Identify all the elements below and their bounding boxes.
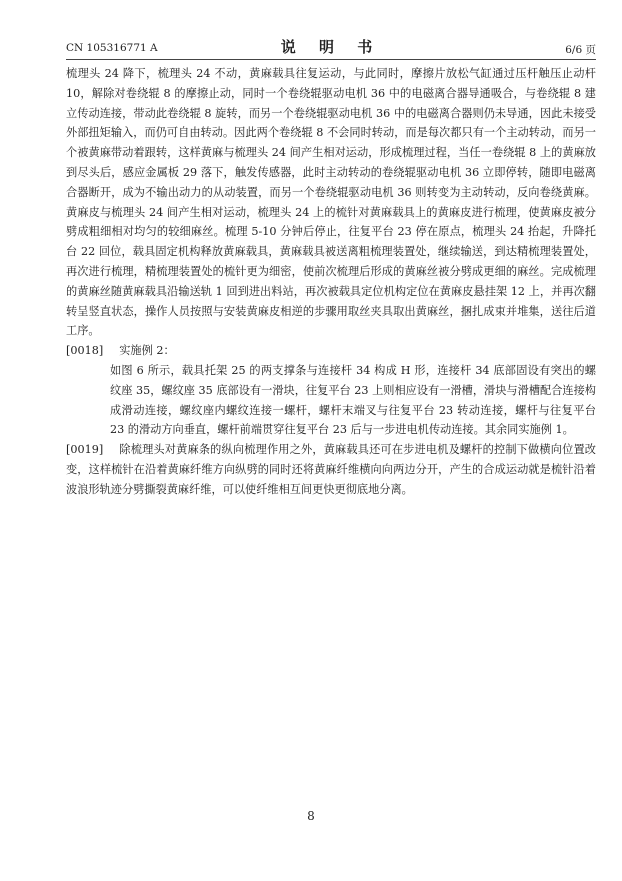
header-rule [66, 59, 596, 60]
page-number: 8 [307, 809, 315, 823]
paragraph-continued: 梳理头 24 降下，梳理头 24 不动，黄麻载具往复运动，与此同时，摩擦片放松气缸通过压杆触压止动杆 10，解除对卷绕辊 8 的摩擦止动，同时一个卷绕辊驱动电机 36 中的电磁离合器导通吸合，与卷绕辊 8 建立传动连接，带动此卷绕辊 8 旋转，而另一个卷绕辊驱动电机 36 中的电磁离合器则仍未导通，因此未接受外部扭矩输入，而仍可自由转动。因此两个卷绕辊 8 不会同时转动，而是每次都只有一个主动转动，而另一个被黄麻带动着跟转，这样黄麻与梳理头 24 间产生相对运动，形成梳理过程，当任一卷绕辊 8 上的黄麻放到尽头后，感应金属板 29 落下，触发传感器，此时主动转动的卷绕辊驱动电机 36 立即停转，随即电磁离合器断开，成为不输出动力的从动装置，而另一个卷绕辊驱动电机 36 则转变为主动转动，反向卷绕黄麻。黄麻皮与梳理头 24 间产生相对运动，梳理头 24 上的梳针对黄麻载具上的黄麻皮进行梳理，使黄麻皮被分劈成粗细相对均匀的较细麻丝。梳理 5-10 分钟后停止，往复平台 23 停在原点，梳理头 24 抬起，升降托台 22 回位，载具固定机构释放黄麻载具，黄麻载具被送离粗梳理装置处，继续输送，到达精梳理装置处，再次进行梳理，精梳理装置处的梳针更为细密，使前次梳理后形成的黄麻丝被分劈成更细的麻丝。完成梳理的黄麻丝随黄麻载具沿输送轨 1 回到进出料站，再次被载具定位机构定位在黄麻皮悬挂架 12 上，并再次翻转呈竖直状态，操作人员按照与安装黄麻皮相逆的步骤用取丝夹具取出黄麻丝，捆扎成束并堆集，送往后道工序。 [66, 67, 596, 338]
document-title: 说 明 书 [280, 38, 382, 56]
paragraph-0019 [66, 440, 596, 499]
paragraph-0018-body: 如图 6 所示，载具托架 25 的两支撑条与连接杆 34 构成 H 形，连接杆 34 底部固设有突出的螺纹座 35，螺纹座 35 底部设有一滑块，往复平台 23 上则相应设有一滑槽，滑块与滑槽配合连接构成滑动连接，螺纹座内螺纹连接一螺杆，螺杆末端叉与往复平台 23 转动连接，螺杆与往复平台 23 的滑动方向垂直，螺杆前端贯穿往复平台 23 后与一步进电机传动连接。其余同实施例 1。 [110, 363, 596, 437]
paragraph-text: 除梳理头对黄麻条的纵向梳理作用之外，黄麻载具还可在步进电机及螺杆的控制下做横向位置改变，这样梳针在沿着黄麻纤维方向纵劈的同时还将黄麻纤维横向向两边分开，产生的合成运动就是梳针沿着波浪形轨迹分劈撕裂黄麻纤维，可以使纤维相互间更快更彻底地分离。 [66, 443, 596, 496]
section-heading: 实施例 2： [119, 344, 175, 358]
document-number: CN 105316771 A [66, 42, 158, 54]
page-counter: 6/6 页 [565, 44, 596, 56]
body-text [66, 64, 596, 500]
paragraph-number: [0019] [66, 443, 104, 457]
paragraph-number: [0018] [66, 344, 104, 358]
page-header [66, 36, 596, 58]
paragraph-0018-heading [66, 341, 596, 361]
